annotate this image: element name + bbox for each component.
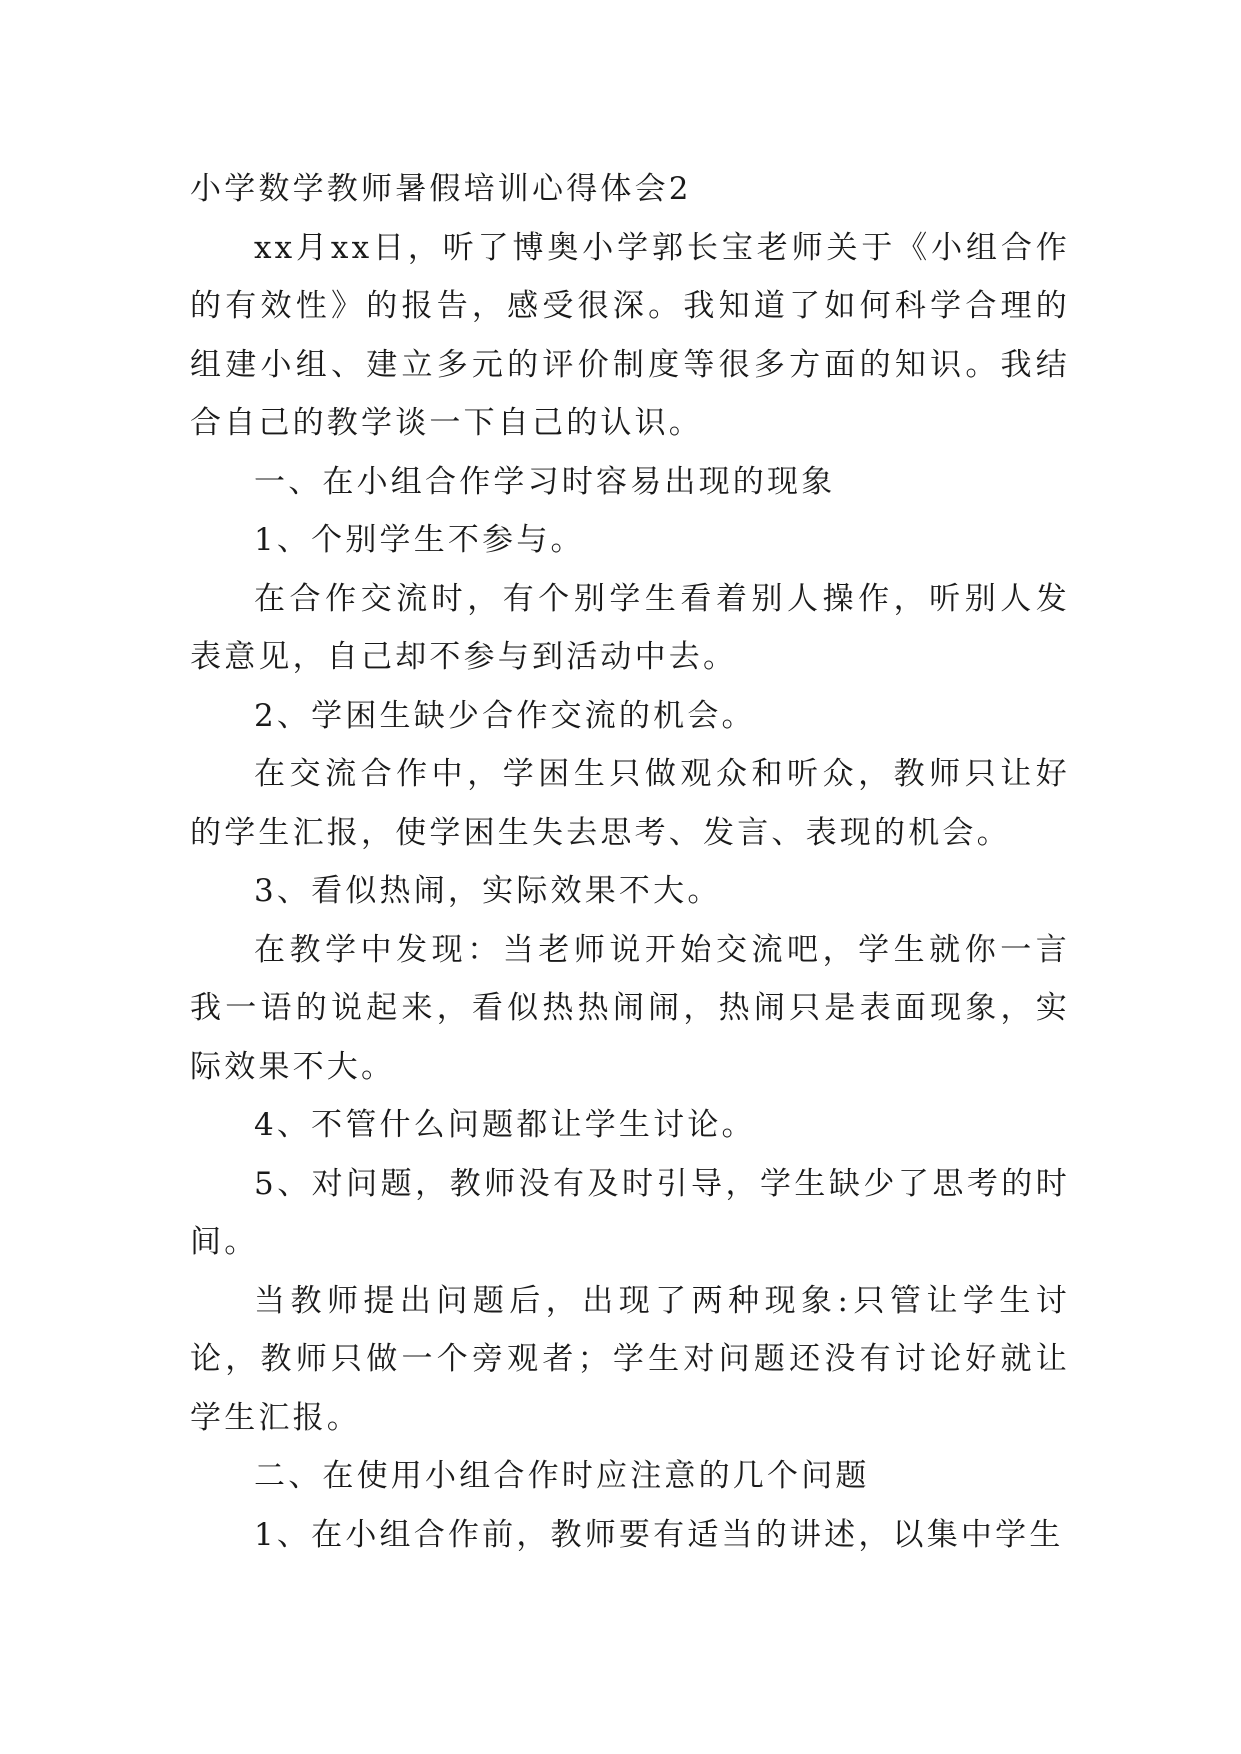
section-heading-notes: 二、在使用小组合作时应注意的几个问题: [254, 1458, 870, 1494]
paragraph: 在交流合作中，学困生只做观众和听众，教师只让好的学生汇报，使学困生失去思考、发言、表现的机会。: [190, 756, 1070, 851]
paragraph-intro: xx月xx日，听了博奥小学郭长宝老师关于《小组合作的有效性》的报告，感受很深。我知道了如何科学合理的组建小组、建立多元的评价制度等很多方面的知识。我结合自己的教学谈一下自己的认识。: [190, 229, 1070, 441]
list-item: 1、个别学生不参与。: [254, 522, 585, 558]
list-item: 4、不管什么问题都让学生讨论。: [254, 1107, 756, 1143]
document-title: 小学数学教师暑假培训心得体会2: [190, 171, 692, 207]
paragraph: 在合作交流时，有个别学生看着别人操作，听别人发表意见，自己却不参与到活动中去。: [190, 580, 1070, 675]
document-body: [190, 160, 1070, 1564]
paragraph: 当教师提出问题后，出现了两种现象:只管让学生讨论，教师只做一个旁观者；学生对问题还没有讨论好就让学生汇报。: [190, 1282, 1070, 1436]
paragraph: 在教学中发现：当老师说开始交流吧，学生就你一言我一语的说起来，看似热热闹闹，热闹只是表面现象，实际效果不大。: [190, 931, 1070, 1085]
list-item: 2、学困生缺少合作交流的机会。: [254, 697, 756, 734]
list-item: 3、看似热闹，实际效果不大。: [254, 873, 722, 909]
list-item: 5、对问题，教师没有及时引导，学生缺少了思考的时间。: [190, 1165, 1070, 1260]
list-item: 1、在小组合作前，教师要有适当的讲述，以集中学生: [254, 1516, 1064, 1553]
section-heading-phenomena: 一、在小组合作学习时容易出现的现象: [254, 463, 836, 500]
